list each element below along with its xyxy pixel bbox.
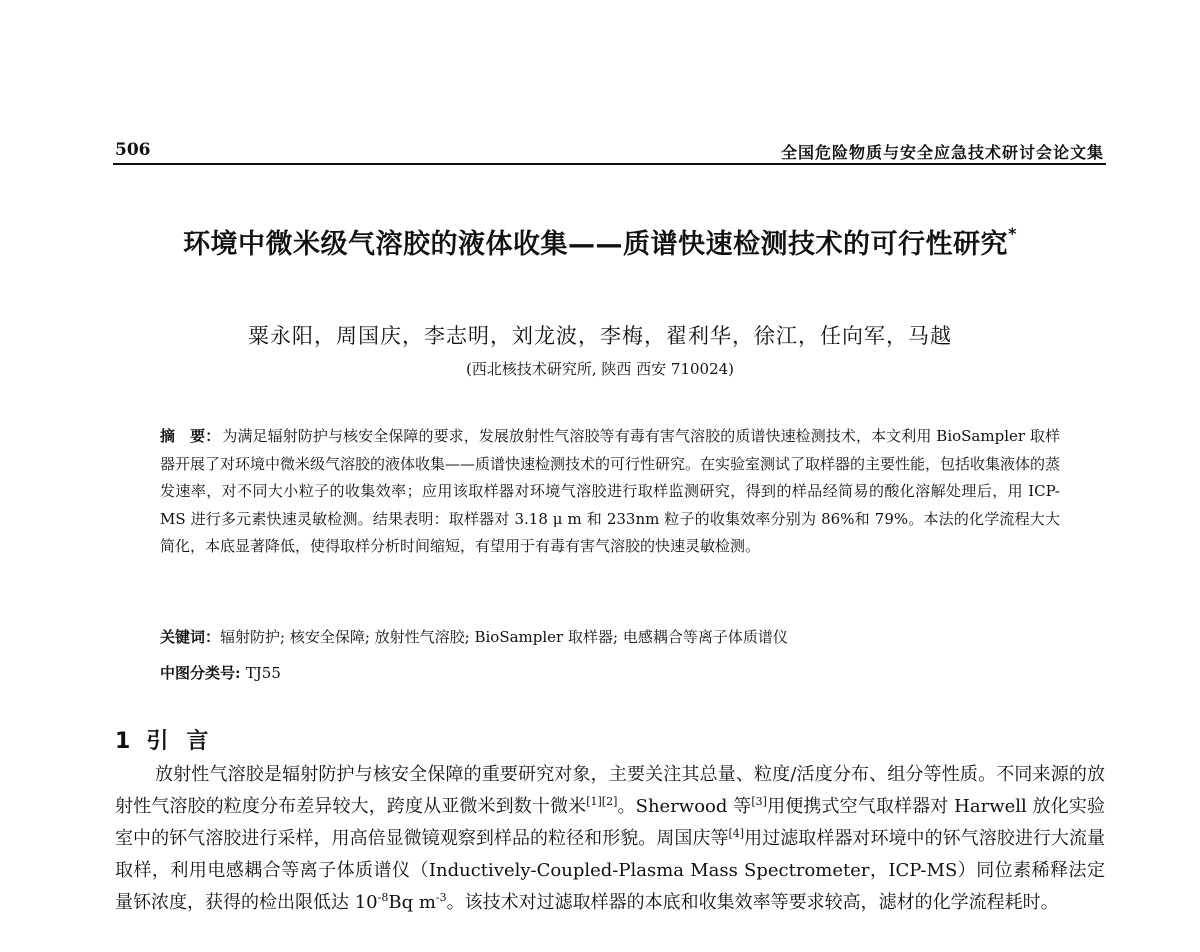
classification-number xyxy=(160,660,1060,687)
exponent-1: -8 xyxy=(377,891,389,904)
intro-text-d: 用过滤取样器对环境中的钚气溶胶进行大流量取样，利用电感耦合等离子体质谱仪（Inductively-Coupled-Plasma Mass Spectrometer，ICP-MS）同位素稀释法定量钚浓度，获得的检出限低达 10 xyxy=(115,828,1105,913)
citation-1-2[interactable]: [1][2] xyxy=(586,795,618,808)
paper-title xyxy=(0,222,1200,261)
section-title: 引言 xyxy=(146,729,227,754)
intro-text-a: 放射性气溶胶是辐射防护与核安全保障的重要研究对象，主要关注其总量、粒度/活度分布、组分等性质。不同来源的放射性气溶胶的粒度分布差异较大，跨度从亚微米到数十微米 xyxy=(115,764,1105,817)
paper-title-text: 环境中微米级气溶胶的液体收集——质谱快速检测技术的可行性研究 xyxy=(183,229,1009,260)
keywords-text: 辐射防护; 核安全保障; 放射性气溶胶; BioSampler 取样器; 电感耦合等离子体质谱仪 xyxy=(220,628,788,646)
keywords xyxy=(160,624,1060,651)
intro-text-f: 。该技术对过滤取样器的本底和收集效率等要求较高，滤材的化学流程耗时。 xyxy=(446,892,1059,913)
header-rule xyxy=(113,163,1106,165)
citation-3[interactable]: [3] xyxy=(751,795,767,808)
classification-label: 中图分类号: xyxy=(160,664,246,682)
author-list: 粟永阳，周国庆，李志明，刘龙波，李梅，翟利华，徐江，任向军，马越 xyxy=(248,324,952,348)
page-number: 506 xyxy=(115,140,151,160)
keywords-label: 关键词： xyxy=(160,628,221,646)
exponent-2: -3 xyxy=(435,891,447,904)
abstract-label: 摘 要： xyxy=(160,427,221,445)
abstract xyxy=(160,423,1060,561)
classification-text: TJ55 xyxy=(245,664,281,682)
introduction-paragraph xyxy=(115,759,1105,919)
citation-4[interactable]: [4] xyxy=(728,827,745,840)
section-heading-introduction xyxy=(115,724,226,755)
intro-text-b: 。Sherwood 等 xyxy=(617,796,752,817)
abstract-text: 为满足辐射防护与核安全保障的要求，发展放射性气溶胶等有毒有害气溶胶的质谱快速检测技术，本文利用 BioSampler 取样器开展了对环境中微米级气溶胶的液体收集——质谱快速检测技术的可行性研究。在实验室测试了取样器的主要性能，包括收集液体的蒸发速率，对不同大小粒子的收集效率；应用该取样器对环境气溶胶进行取样监测研究，得到的样品经简易的酸化溶解处理后，用 ICP-MS 进行多元素快速灵敏检测。结果表明：取样器对 3.18 μ m 和 233nm 粒子的收集效率分别为 86%和 79%。本法的化学流程大大简化，本底显著降低，使得取样分析时间缩短，有望用于有毒有害气溶胶的快速灵敏检测。 xyxy=(160,427,1061,555)
running-header: 全国危险物质与安全应急技术研讨会论文集 xyxy=(780,143,1104,162)
intro-text-e: Bq m xyxy=(388,892,436,913)
title-footnote-mark: * xyxy=(1008,224,1017,243)
intro-text-c: 用便携式空气取样器对 Harwell 放化实验室中的钚气溶胶进行采样，用高倍显微镜观察到样品的粒径和形貌。周国庆等 xyxy=(115,796,1105,849)
affiliation: (西北核技术研究所, 陕西 西安 710024) xyxy=(465,360,735,378)
section-number: 1 xyxy=(115,729,131,754)
